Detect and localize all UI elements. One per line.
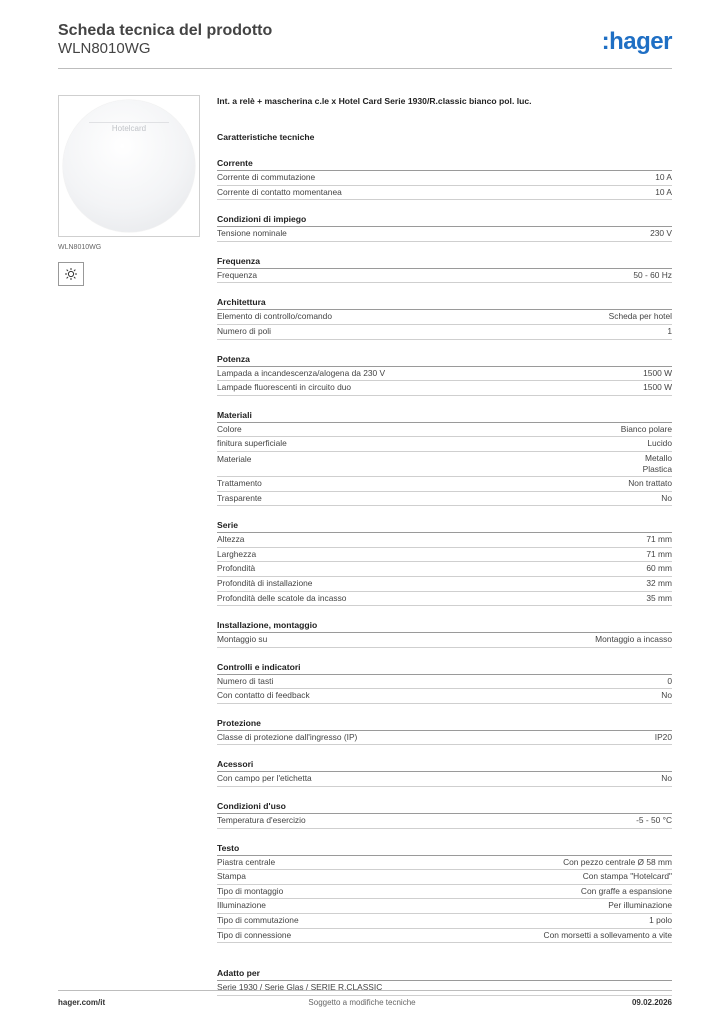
spec-row [217,269,672,284]
spec-value: 10 A [655,186,672,197]
footer-divider [58,990,672,991]
spec-value: IP20 [654,731,672,742]
product-image [58,95,200,237]
spec-key: Numero di tasti [217,675,274,686]
spec-key: Corrente di commutazione [217,172,316,182]
spec-key: Lampada a incandescenza/alogena da 230 V [217,367,386,378]
spec-value: Bianco polare [620,423,672,434]
spec-row [217,437,672,452]
spec-value: Montaggio a incasso [595,634,672,645]
spec-row [217,562,672,577]
spec-row [217,856,672,871]
image-caption: WLN8010WG [58,244,102,251]
spec-row [217,381,672,396]
spec-section [217,296,672,339]
spec-value: Lucido [647,438,672,449]
spec-row [217,533,672,548]
spec-value: -5 - 50 °C [636,815,672,826]
spec-key: Con contatto di feedback [217,690,310,701]
spec-row [217,870,672,885]
spec-key: Con campo per l'etichetta [217,773,312,784]
spec-key: Stampa [217,871,246,882]
spec-value-line: Plastica [642,463,672,474]
spec-key: Materiale [217,453,252,464]
product-code: WLN8010WG [58,40,151,57]
spec-key: Profondità [217,563,256,574]
section-title: Testo [217,842,672,856]
spec-value: 71 mm [646,548,672,559]
header-divider [58,68,672,69]
card-slot [89,122,169,123]
spec-row [217,423,672,438]
spec-value: No [661,690,672,701]
spec-row [217,689,672,704]
spec-key: Tensione nominale [217,228,287,239]
spec-row [217,592,672,607]
product-disc [63,100,195,232]
light-bulb-icon [58,262,84,286]
spec-key: Larghezza [217,548,257,559]
footer-date: 09.02.2026 [631,998,672,1007]
spec-key: Lampade fluorescenti in circuito duo [217,382,352,393]
spec-key: Frequenza [217,269,258,280]
spec-value: Con stampa "Hotelcard" [582,871,672,882]
spec-key: Tipo di commutazione [217,915,299,926]
spec-section [217,255,672,284]
spec-key: Colore [217,423,242,434]
section-title: Corrente [217,157,672,171]
spec-value-line: Metallo [645,452,672,463]
spec-key: Tipo di montaggio [217,885,284,896]
spec-key: Tipo di connessione [217,929,292,940]
spec-section [217,661,672,704]
spec-row [217,899,672,914]
suited-for-row [217,981,672,996]
spec-row [217,310,672,325]
characteristics-title: Caratteristiche tecniche [217,132,315,142]
spec-row [217,227,672,242]
spec-value: Con morsetti a sollevamento a vite [543,929,672,940]
spec-row [217,675,672,690]
spec-value: 71 mm [646,534,672,545]
spec-key: Illuminazione [217,900,266,911]
section-title: Architettura [217,296,672,310]
spec-value: Per illuminazione [608,900,672,911]
spec-row [217,186,672,201]
section-title: Materiali [217,409,672,423]
suited-for-section [217,967,672,996]
hager-logo: :hager [601,28,672,55]
spec-key: Profondità di installazione [217,577,313,588]
spec-content [217,94,672,996]
spec-key: Montaggio su [217,634,268,645]
spec-value: 1500 W [643,382,672,393]
product-description: Int. a relè + mascherina c.le x Hotel Card Serie 1930/R.classic bianco pol. luc. [217,96,532,106]
spec-value: 1 [667,325,672,336]
spec-key: Corrente di contatto momentanea [217,186,342,197]
spec-row [217,477,672,492]
spec-row [217,171,672,186]
spec-row [217,492,672,507]
spec-section [217,619,672,648]
section-title: Acessori [217,758,672,772]
section-title: Potenza [217,353,672,367]
spec-value: 60 mm [646,563,672,574]
spec-row [217,577,672,592]
spec-row [217,885,672,900]
spec-value: 230 V [650,228,672,239]
spec-section [217,409,672,506]
spec-value: Con pezzo centrale Ø 58 mm [563,856,672,867]
spec-key: Trasparente [217,492,262,503]
spec-value: 50 - 60 Hz [633,269,672,280]
spec-row [217,731,672,746]
spec-section [217,157,672,200]
section-title: Condizioni d'uso [217,800,672,814]
spec-value [643,453,672,475]
section-title: Controlli e indicatori [217,661,672,675]
spec-row [217,929,672,944]
spec-value: Scheda per hotel [608,311,672,322]
spec-sections [217,157,672,943]
footer-website: hager.com/it [58,998,106,1007]
spec-value: No [661,492,672,503]
suited-for-value: Serie 1930 / Serie Glas / SERIE R.CLASSIC [217,982,383,993]
spec-section [217,353,672,396]
spec-key: Classe di protezione dall'ingresso (IP) [217,731,358,742]
spec-row [217,772,672,787]
spec-row [217,633,672,648]
spec-value: Con graffe a espansione [580,885,672,896]
spec-row [217,814,672,829]
spec-row [217,914,672,929]
spec-section [217,800,672,829]
spec-key: Piastra centrale [217,856,276,867]
spec-section [217,717,672,746]
spec-key: Temperatura d'esercizio [217,815,306,826]
section-title: Condizioni di impiego [217,213,672,227]
spec-key: Profondità delle scatole da incasso [217,592,347,603]
spec-value: Non trattato [628,477,672,488]
suited-for-title: Adatto per [217,967,672,981]
spec-section [217,842,672,944]
footer-notice: Soggetto a modifiche tecniche [308,998,416,1007]
spec-row [217,367,672,382]
spec-value: 1 polo [649,915,672,926]
spec-section [217,758,672,787]
spec-row [217,452,672,477]
spec-value: No [661,773,672,784]
spec-row [217,548,672,563]
spec-value: 0 [667,675,672,686]
spec-value: 1500 W [643,367,672,378]
spec-value: 10 A [655,172,672,182]
section-title: Serie [217,519,672,533]
spec-row [217,325,672,340]
spec-key: Elemento di controllo/comando [217,311,332,322]
spec-key: Numero di poli [217,325,271,336]
spec-key: Trattamento [217,477,262,488]
spec-section [217,213,672,242]
spec-key: Altezza [217,534,245,545]
section-title: Protezione [217,717,672,731]
spec-value: 35 mm [646,592,672,603]
spec-section [217,519,672,606]
section-title: Frequenza [217,255,672,269]
disc-label: Hotelcard [111,124,147,133]
spec-value: 32 mm [646,577,672,588]
spec-key: finitura superficiale [217,438,287,449]
section-title: Installazione, montaggio [217,619,672,633]
page-title: Scheda tecnica del prodotto [58,22,273,39]
